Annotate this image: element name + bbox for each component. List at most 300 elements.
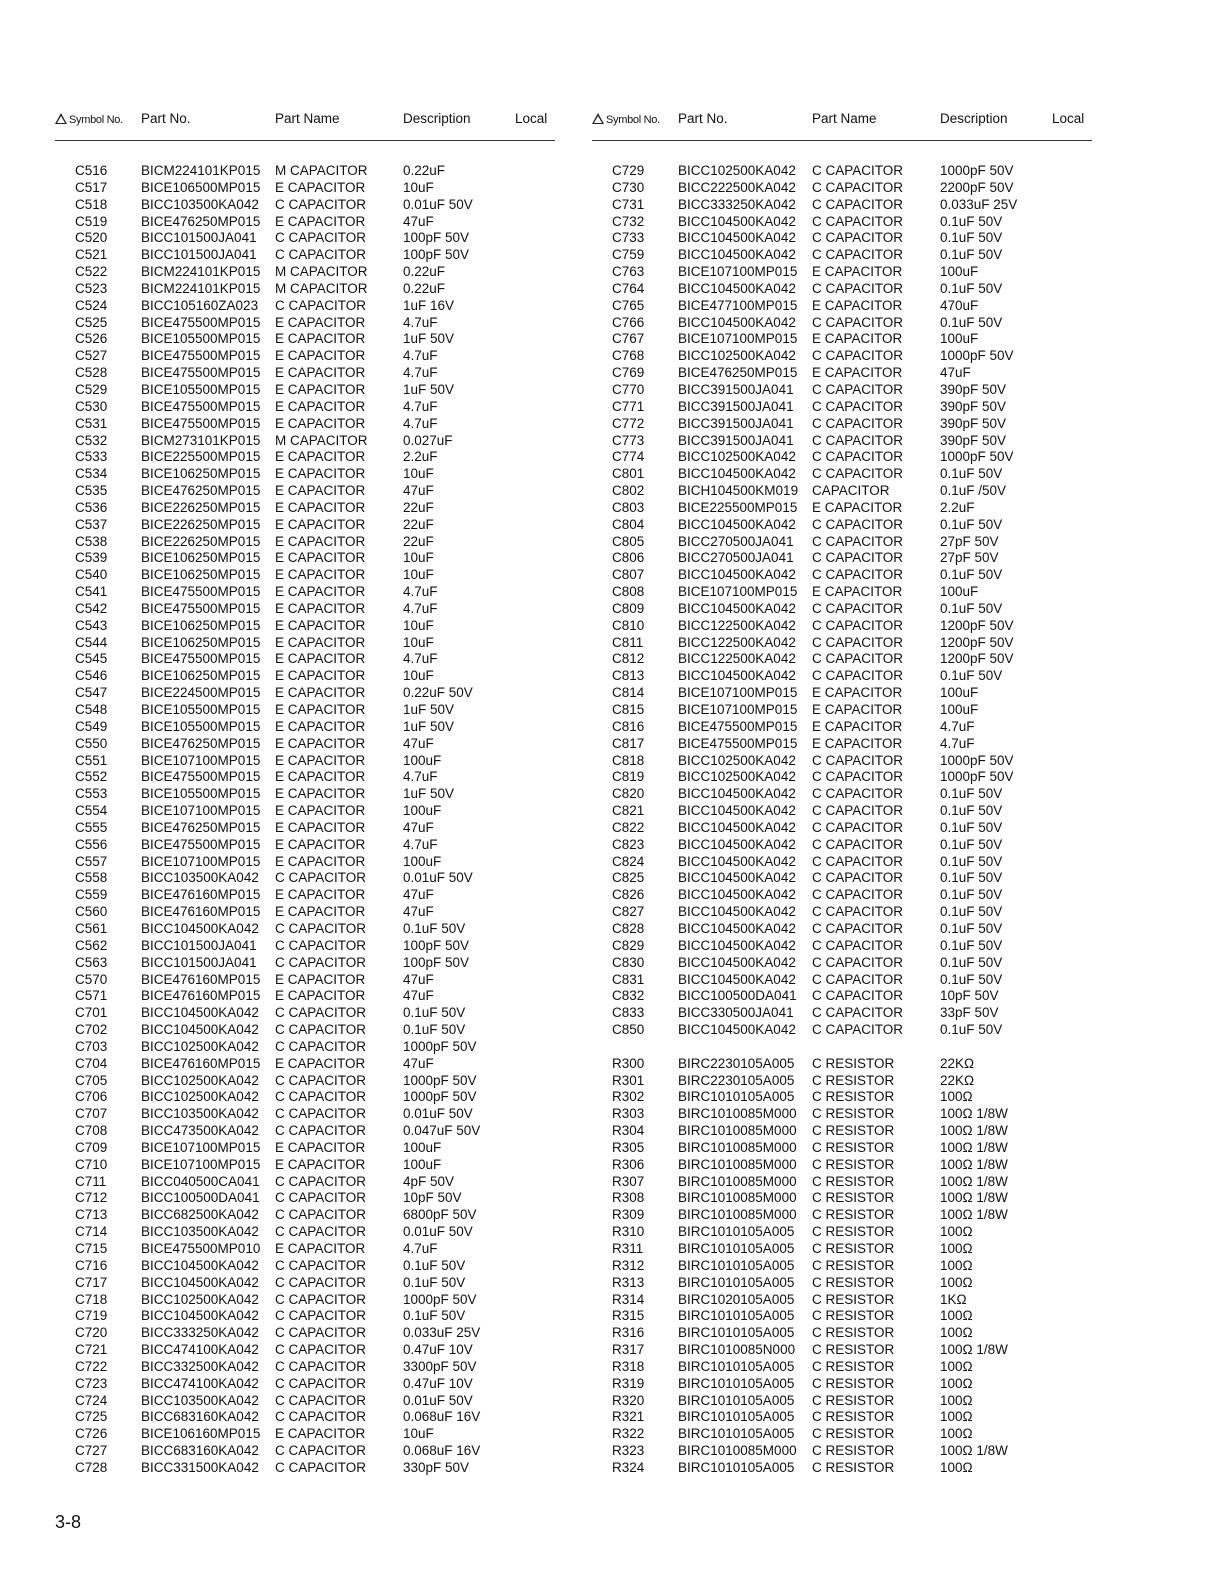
description: 47uF	[403, 887, 434, 903]
part-no: BICE107100MP015	[141, 853, 261, 869]
description: 1uF 50V	[403, 702, 455, 717]
table-row	[55, 331, 555, 348]
table-row	[592, 736, 1092, 753]
symbol-no: C549	[75, 718, 108, 734]
table-row	[592, 820, 1092, 837]
description: 100pF 50V	[403, 954, 470, 970]
part-name: C CAPACITOR	[275, 1274, 367, 1290]
description: 0.22uF	[403, 280, 446, 296]
description: 0.1uF 50V	[940, 247, 1003, 263]
symbol-no: C806	[612, 550, 645, 566]
symbol-no: C543	[75, 617, 108, 633]
part-no: BICC104500KA042	[141, 920, 259, 936]
description: 1200pF 50V	[940, 651, 1014, 667]
part-name: C CAPACITOR	[812, 870, 904, 886]
symbol-no: C518	[75, 196, 108, 212]
symbol-no: C824	[612, 853, 645, 869]
part-no: BICH104500KM019	[678, 483, 799, 499]
symbol-no: C712	[75, 1190, 108, 1206]
symbol-no: C727	[75, 1443, 108, 1459]
table-header	[592, 100, 1092, 141]
part-no: BICE105500MP015	[141, 786, 261, 802]
part-name: C CAPACITOR	[275, 1342, 367, 1358]
symbol-no: C764	[612, 280, 645, 296]
table-row	[592, 281, 1092, 298]
part-no: BICM224101KP015	[141, 280, 261, 296]
part-no: BICC101500JA041	[141, 247, 257, 263]
table-row	[55, 1342, 555, 1359]
part-name: E CAPACITOR	[275, 398, 366, 414]
description: 0.1uF 50V	[940, 803, 1003, 819]
part-no: BIRC1010105A005	[678, 1358, 795, 1374]
part-no: BICE107100MP015	[141, 803, 261, 819]
table-row	[55, 1241, 555, 1258]
part-name: C CAPACITOR	[275, 1443, 367, 1459]
part-no: BICC270500JA041	[678, 533, 794, 549]
part-no: BICE476250MP015	[141, 483, 261, 499]
description: 22uF	[403, 516, 434, 532]
table-row	[592, 1073, 1092, 1090]
description: 0.1uF 50V	[940, 887, 1003, 903]
part-no: BICC122500KA042	[678, 617, 796, 633]
part-no: BICE106160MP015	[141, 1426, 261, 1442]
symbol-no: C832	[612, 988, 645, 1004]
part-no: BIRC1010105A005	[678, 1392, 795, 1408]
symbol-no: C812	[612, 651, 645, 667]
description: 6800pF 50V	[403, 1207, 477, 1223]
description: 0.047uF 50V	[403, 1123, 481, 1139]
table-row	[592, 1224, 1092, 1241]
part-no: BICE476250MP015	[141, 735, 261, 751]
table-row	[55, 988, 555, 1005]
part-no: BICC104500KA042	[678, 954, 796, 970]
part-no: BICC104500KA042	[678, 786, 796, 802]
table-row	[55, 955, 555, 972]
table-row	[55, 1275, 555, 1292]
table-row	[55, 315, 555, 332]
part-name: C CAPACITOR	[812, 937, 904, 953]
symbol-no: C719	[75, 1308, 108, 1324]
part-no: BIRC1010105A005	[678, 1325, 795, 1341]
description: 100Ω	[940, 1241, 973, 1256]
description: 1000pF 50V	[940, 449, 1014, 465]
symbol-no: C517	[75, 179, 108, 195]
part-name: E CAPACITOR	[275, 483, 366, 499]
symbol-no: C821	[612, 803, 645, 819]
part-no: BICE477100MP015	[678, 297, 798, 313]
part-no: BICE476160MP015	[141, 971, 261, 987]
table-row	[592, 1005, 1092, 1022]
table-row	[592, 197, 1092, 214]
part-name: C CAPACITOR	[812, 381, 904, 397]
description: 100uF	[403, 853, 442, 869]
part-name: E CAPACITOR	[275, 348, 366, 364]
table-row	[592, 416, 1092, 433]
description: 330pF 50V	[403, 1459, 470, 1475]
table-row	[592, 854, 1092, 871]
part-no: BICC104500KA042	[678, 887, 796, 903]
symbol-no: C528	[75, 365, 108, 381]
description: 0.22uF	[403, 264, 446, 280]
description: 100pF 50V	[403, 247, 470, 263]
table-row	[55, 298, 555, 315]
description: 4pF 50V	[403, 1173, 455, 1189]
symbol-no: C725	[75, 1409, 108, 1425]
description: 1KΩ	[940, 1291, 967, 1307]
description: 100Ω	[940, 1392, 973, 1408]
table-row	[592, 1190, 1092, 1207]
table-row	[592, 247, 1092, 264]
part-no: BICE226250MP015	[141, 499, 261, 515]
description: 0.1uF 50V	[403, 1022, 466, 1038]
part-no: BICE475500MP015	[141, 314, 261, 330]
description: 100Ω 1/8W	[940, 1207, 1008, 1223]
table-row	[55, 1073, 555, 1090]
symbol-no: C521	[75, 247, 108, 263]
symbol-no: C706	[75, 1089, 108, 1105]
part-name: E CAPACITOR	[812, 264, 903, 280]
part-no: BICE476250MP015	[678, 365, 798, 381]
symbol-no: C724	[75, 1392, 108, 1408]
part-no: BICE107100MP015	[678, 264, 798, 280]
symbol-no: C557	[75, 853, 108, 869]
part-no: BICC103500KA042	[141, 1106, 259, 1122]
description: 2.2uF	[403, 449, 438, 465]
symbol-no: C554	[75, 803, 108, 819]
part-name: C RESISTOR	[812, 1089, 895, 1105]
table-row	[55, 1039, 555, 1056]
symbol-no: C516	[75, 163, 108, 178]
symbol-no: C525	[75, 314, 108, 330]
symbol-no: C539	[75, 550, 108, 566]
symbol-no: C522	[75, 264, 108, 280]
part-no: BICC102500KA042	[141, 1089, 259, 1105]
table-row	[592, 702, 1092, 719]
symbol-no: C716	[75, 1257, 108, 1273]
part-no: BICC100500DA041	[141, 1190, 260, 1206]
header-description: Description	[940, 111, 1008, 126]
table-row	[55, 1224, 555, 1241]
part-name: C CAPACITOR	[812, 971, 904, 987]
symbol-no: C534	[75, 466, 108, 482]
table-row	[592, 1258, 1092, 1275]
part-name: C CAPACITOR	[812, 196, 904, 212]
part-no: BICC104500KA042	[141, 1005, 259, 1021]
part-no: BICC473500KA042	[141, 1123, 259, 1139]
symbol-no: C556	[75, 836, 108, 852]
symbol-no: C563	[75, 954, 108, 970]
table-body	[55, 163, 555, 1477]
part-name: C CAPACITOR	[812, 1005, 904, 1021]
symbol-no: C717	[75, 1274, 108, 1290]
table-row	[592, 1174, 1092, 1191]
part-name: C CAPACITOR	[275, 870, 367, 886]
table-row	[55, 870, 555, 887]
symbol-no: R320	[612, 1392, 645, 1408]
symbol-no: R323	[612, 1443, 645, 1459]
part-name: C CAPACITOR	[275, 937, 367, 953]
part-no: BICC102500KA042	[678, 752, 796, 768]
description: 0.068uF 16V	[403, 1443, 481, 1459]
header-symbol: Symbol No.	[592, 113, 660, 126]
description: 4.7uF	[940, 735, 975, 751]
part-no: BIRC1010105A005	[678, 1224, 795, 1240]
description: 0.068uF 16V	[403, 1409, 481, 1425]
part-name: E CAPACITOR	[275, 550, 366, 566]
part-name: E CAPACITOR	[275, 836, 366, 852]
table-row	[55, 601, 555, 618]
part-name: E CAPACITOR	[275, 803, 366, 819]
symbol-no: C816	[612, 718, 645, 734]
table-row	[592, 399, 1092, 416]
part-name: C RESISTOR	[812, 1375, 895, 1391]
description: 100Ω	[940, 1224, 973, 1240]
description: 100Ω	[940, 1459, 973, 1475]
symbol-no: C524	[75, 297, 108, 313]
part-name: E CAPACITOR	[275, 415, 366, 431]
symbol-no: C728	[75, 1459, 108, 1475]
description: 0.01uF 50V	[403, 1224, 473, 1240]
description: 470uF	[940, 297, 979, 313]
description: 100Ω	[940, 1409, 973, 1425]
symbol-no: R322	[612, 1426, 645, 1442]
table-row	[55, 163, 555, 180]
symbol-no: C705	[75, 1072, 108, 1088]
description: 47uF	[403, 483, 434, 499]
description: 100Ω	[940, 1257, 973, 1273]
part-no: BICC104500KA042	[678, 853, 796, 869]
table-row	[55, 769, 555, 786]
description: 0.1uF 50V	[940, 280, 1003, 296]
description: 22uF	[403, 533, 434, 549]
part-name: C RESISTOR	[812, 1055, 895, 1071]
description: 0.1uF 50V	[940, 836, 1003, 852]
part-no: BIRC1010105A005	[678, 1308, 795, 1324]
description: 100Ω	[940, 1325, 973, 1341]
part-name: C CAPACITOR	[812, 617, 904, 633]
part-no: BICC391500JA041	[678, 398, 794, 414]
description: 0.1uF 50V	[940, 314, 1003, 330]
part-name: C RESISTOR	[812, 1257, 895, 1273]
table-row	[55, 618, 555, 635]
part-name: C CAPACITOR	[275, 1089, 367, 1105]
symbol-no: C703	[75, 1038, 108, 1054]
description: 100Ω 1/8W	[940, 1139, 1008, 1155]
table-row	[55, 365, 555, 382]
table-row	[55, 1359, 555, 1376]
part-no: BICE226250MP015	[141, 516, 261, 532]
description: 100Ω	[940, 1089, 973, 1105]
symbol-no: C723	[75, 1375, 108, 1391]
table-row	[55, 1308, 555, 1325]
table-row	[55, 466, 555, 483]
description: 4.7uF	[403, 836, 438, 852]
table-row	[592, 365, 1092, 382]
description: 100Ω	[940, 1308, 973, 1324]
symbol-no: C808	[612, 584, 645, 600]
symbol-no: R317	[612, 1342, 645, 1358]
table-row	[592, 214, 1092, 231]
description: 4.7uF	[403, 415, 438, 431]
symbol-no: C801	[612, 466, 645, 482]
part-no: BICC683160KA042	[141, 1409, 259, 1425]
header-local: Local	[1052, 111, 1085, 126]
symbol-no: C570	[75, 971, 108, 987]
header-local: Local	[515, 111, 548, 126]
part-no: BICC104500KA042	[141, 1308, 259, 1324]
symbol-no: C544	[75, 634, 108, 650]
part-no: BICE476160MP015	[141, 1055, 261, 1071]
part-no: BICE475500MP015	[141, 584, 261, 600]
table-row	[55, 786, 555, 803]
symbol-no: R305	[612, 1139, 645, 1155]
table-row	[55, 651, 555, 668]
warning-triangle-icon	[592, 113, 604, 124]
symbol-no: C546	[75, 668, 108, 684]
description: 100pF 50V	[403, 230, 470, 246]
description: 100Ω 1/8W	[940, 1190, 1008, 1206]
description: 47uF	[403, 904, 434, 920]
description: 22KΩ	[940, 1072, 975, 1088]
part-name: C RESISTOR	[812, 1241, 895, 1256]
part-name: E CAPACITOR	[812, 499, 903, 515]
table-row	[55, 1190, 555, 1207]
symbol-no: C770	[612, 381, 645, 397]
part-name: M CAPACITOR	[275, 280, 368, 296]
part-name: E CAPACITOR	[275, 381, 366, 397]
symbol-no: C827	[612, 904, 645, 920]
description: 2.2uF	[940, 499, 975, 515]
header-part-no: Part No.	[678, 111, 728, 126]
part-name: C CAPACITOR	[812, 668, 904, 684]
part-name: E CAPACITOR	[275, 1139, 366, 1155]
part-no: BICC104500KA042	[678, 904, 796, 920]
part-name: C CAPACITOR	[275, 1106, 367, 1122]
description: 0.1uF 50V	[940, 1022, 1003, 1038]
table-row	[55, 736, 555, 753]
part-no: BIRC2230105A005	[678, 1055, 795, 1071]
part-name: C RESISTOR	[812, 1426, 895, 1442]
part-name: E CAPACITOR	[275, 449, 366, 465]
part-name: C CAPACITOR	[812, 954, 904, 970]
part-name: C CAPACITOR	[812, 247, 904, 263]
description: 100Ω	[940, 1375, 973, 1391]
header-description: Description	[403, 111, 471, 126]
symbol-no: R307	[612, 1173, 645, 1189]
part-name: C RESISTOR	[812, 1207, 895, 1223]
part-no: BICE475500MP015	[678, 735, 798, 751]
table-row	[55, 1174, 555, 1191]
table-row	[55, 1292, 555, 1309]
description: 47uF	[403, 1055, 434, 1071]
table-row	[55, 1443, 555, 1460]
page-number: 3-8	[55, 1512, 82, 1532]
table-row	[55, 281, 555, 298]
symbol-no: C540	[75, 567, 108, 583]
part-name: C CAPACITOR	[275, 1022, 367, 1038]
part-no: BICC104500KA042	[678, 247, 796, 263]
table-row	[592, 972, 1092, 989]
part-no: BICE107100MP015	[678, 584, 798, 600]
description: 0.01uF 50V	[403, 196, 473, 212]
part-name: E CAPACITOR	[275, 365, 366, 381]
symbol-no: C823	[612, 836, 645, 852]
part-name: C CAPACITOR	[275, 1038, 367, 1054]
part-no: BICE106500MP015	[141, 179, 261, 195]
table-row	[592, 348, 1092, 365]
symbol-no: C555	[75, 819, 108, 835]
symbol-no: C702	[75, 1022, 108, 1038]
part-no: BICE475500MP015	[141, 836, 261, 852]
part-no: BICE475500MP015	[678, 718, 798, 734]
part-no: BICC122500KA042	[678, 634, 796, 650]
table-row	[592, 483, 1092, 500]
description: 1uF 50V	[403, 786, 455, 802]
part-no: BICC104500KA042	[678, 213, 796, 229]
description: 0.1uF 50V	[940, 954, 1003, 970]
part-name: E CAPACITOR	[275, 600, 366, 616]
table-row	[592, 180, 1092, 197]
part-no: BIRC1010105A005	[678, 1257, 795, 1273]
symbol-no: R319	[612, 1375, 645, 1391]
description: 47uF	[403, 213, 434, 229]
symbol-no: C819	[612, 769, 645, 785]
part-name: C CAPACITOR	[812, 769, 904, 785]
part-name: C CAPACITOR	[812, 904, 904, 920]
part-no: BICC104500KA042	[678, 937, 796, 953]
part-no: BIRC1010085M000	[678, 1207, 797, 1223]
part-name: E CAPACITOR	[275, 584, 366, 600]
part-no: BIRC1010085M000	[678, 1443, 797, 1459]
part-name: C CAPACITOR	[812, 1022, 904, 1038]
symbol-no: R304	[612, 1123, 645, 1139]
description: 10uF	[403, 466, 434, 482]
table-row	[592, 753, 1092, 770]
description: 100Ω 1/8W	[940, 1173, 1008, 1189]
symbol-no: C815	[612, 702, 645, 717]
description: 0.47uF 10V	[403, 1375, 473, 1391]
part-name: M CAPACITOR	[275, 163, 368, 178]
table-row	[55, 1409, 555, 1426]
table-row	[55, 972, 555, 989]
symbol-no: C708	[75, 1123, 108, 1139]
table-row	[55, 1140, 555, 1157]
table-header	[55, 100, 555, 141]
symbol-no: C551	[75, 752, 108, 768]
part-no: BIRC1010085M000	[678, 1173, 797, 1189]
part-no: BICE106250MP015	[141, 550, 261, 566]
symbol-no: C722	[75, 1358, 108, 1374]
part-no: BIRC1010085M000	[678, 1106, 797, 1122]
part-name: C RESISTOR	[812, 1392, 895, 1408]
description: 390pF 50V	[940, 398, 1007, 414]
symbol-no: C523	[75, 280, 108, 296]
part-no: BIRC1010105A005	[678, 1459, 795, 1475]
symbol-no: C552	[75, 769, 108, 785]
table-row	[55, 534, 555, 551]
table-row	[592, 1393, 1092, 1410]
description: 4.7uF	[403, 651, 438, 667]
symbol-no: C537	[75, 516, 108, 532]
symbol-no: C558	[75, 870, 108, 886]
description: 100uF	[940, 685, 979, 701]
symbol-no: C707	[75, 1106, 108, 1122]
table-row	[592, 230, 1092, 247]
symbol-no: C548	[75, 702, 108, 717]
symbol-no: C553	[75, 786, 108, 802]
part-name: E CAPACITOR	[275, 819, 366, 835]
description: 0.1uF 50V	[940, 600, 1003, 616]
